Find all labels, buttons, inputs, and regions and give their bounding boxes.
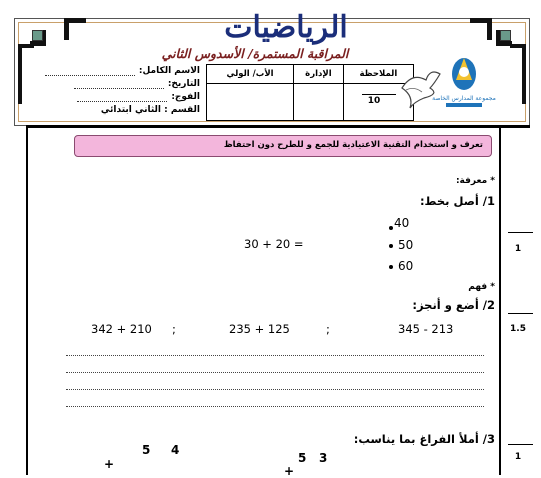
separator: ; [172, 322, 176, 336]
left-op-digit: 4 [171, 443, 180, 457]
left-op-sign: + [104, 457, 115, 471]
separator: ; [326, 322, 330, 336]
score-max: 10 [367, 96, 381, 106]
mark-line [508, 232, 533, 233]
name-blank[interactable] [45, 75, 135, 76]
section1-title: 1/ أصل بخط: [419, 194, 495, 208]
corner-ornament [18, 44, 34, 104]
grade-parent-cell[interactable] [207, 84, 294, 121]
option-bullet[interactable] [389, 244, 393, 248]
right-op-sign: + [284, 464, 295, 478]
grade-admin-cell[interactable] [294, 84, 344, 121]
page-subtitle: المراقبة المستمرة/ الأسدوس الثاني [161, 46, 349, 61]
section2-expression-2: 235 + 125 [229, 322, 290, 336]
page-border-right [499, 126, 501, 475]
option-60-text: 60 [398, 259, 414, 273]
option-bullet[interactable] [389, 265, 393, 269]
option-60[interactable] [389, 259, 413, 273]
page-title: الرياضيات [224, 10, 348, 45]
page-border-left [26, 126, 28, 475]
option-50-text: 50 [398, 238, 414, 252]
grade-table [206, 64, 414, 121]
section2-type: * فهم [468, 282, 495, 292]
section1-mark: 1 [514, 244, 522, 254]
class-label: القسم : الثاني ابتدائي [100, 105, 200, 115]
answer-line[interactable] [66, 355, 484, 356]
section1-type: * معرفة: [455, 176, 495, 186]
section3-mark: 1 [514, 452, 522, 462]
header-divider [26, 125, 530, 128]
objective-text: تعرف و استخدام التقنية الاعتيادية للجمع و للطرح دون احتفاظ [223, 140, 483, 150]
date-blank[interactable] [74, 88, 164, 89]
corner-ornament [64, 18, 86, 40]
name-field[interactable] [45, 66, 200, 76]
answer-line[interactable] [66, 372, 484, 373]
left-op-digit: 5 [142, 443, 151, 457]
date-label: التاريخ: [167, 79, 200, 89]
objective-banner [74, 135, 492, 157]
option-bullet[interactable] [389, 226, 393, 230]
grade-header-parent: الأب/ الولي [207, 65, 294, 84]
class-field [101, 105, 200, 115]
gem-ornament [32, 30, 43, 41]
corner-ornament [470, 18, 492, 40]
answer-line[interactable] [66, 406, 484, 407]
section3-title: 3/ أملأ الفراغ بما يناسب: [353, 432, 495, 446]
mark-line [508, 313, 533, 314]
answer-line[interactable] [66, 389, 484, 390]
section2-title: 2/ أضع و أنجز: [412, 298, 495, 312]
group-label: الفوج: [171, 92, 200, 102]
grade-header-note: الملاحظة [343, 65, 413, 84]
section2-mark: 1.5 [510, 324, 526, 334]
option-50[interactable] [389, 238, 413, 252]
grade-header-admin: الإدارة [294, 65, 344, 84]
section1-expression: 30 + 20 = [244, 237, 304, 251]
right-op-digit: 3 [319, 451, 328, 465]
gem-ornament [500, 30, 511, 41]
group-blank[interactable] [77, 101, 167, 102]
option-40[interactable] [394, 216, 409, 230]
section2-expression-1: 345 - 213 [398, 322, 454, 336]
logo-text: مجموعة المدارس الخاصة [432, 95, 496, 102]
left-op-blank[interactable] [120, 466, 130, 475]
corner-ornament [510, 44, 526, 104]
date-field[interactable] [74, 79, 200, 89]
school-logo [400, 50, 500, 112]
group-field[interactable] [77, 92, 200, 102]
section2-expression-3: 342 + 210 [91, 322, 152, 336]
right-op-digit: 5 [298, 451, 307, 465]
name-label: الاسم الكامل: [138, 66, 200, 76]
option-40-text: 40 [394, 216, 410, 230]
mark-line [508, 444, 533, 445]
